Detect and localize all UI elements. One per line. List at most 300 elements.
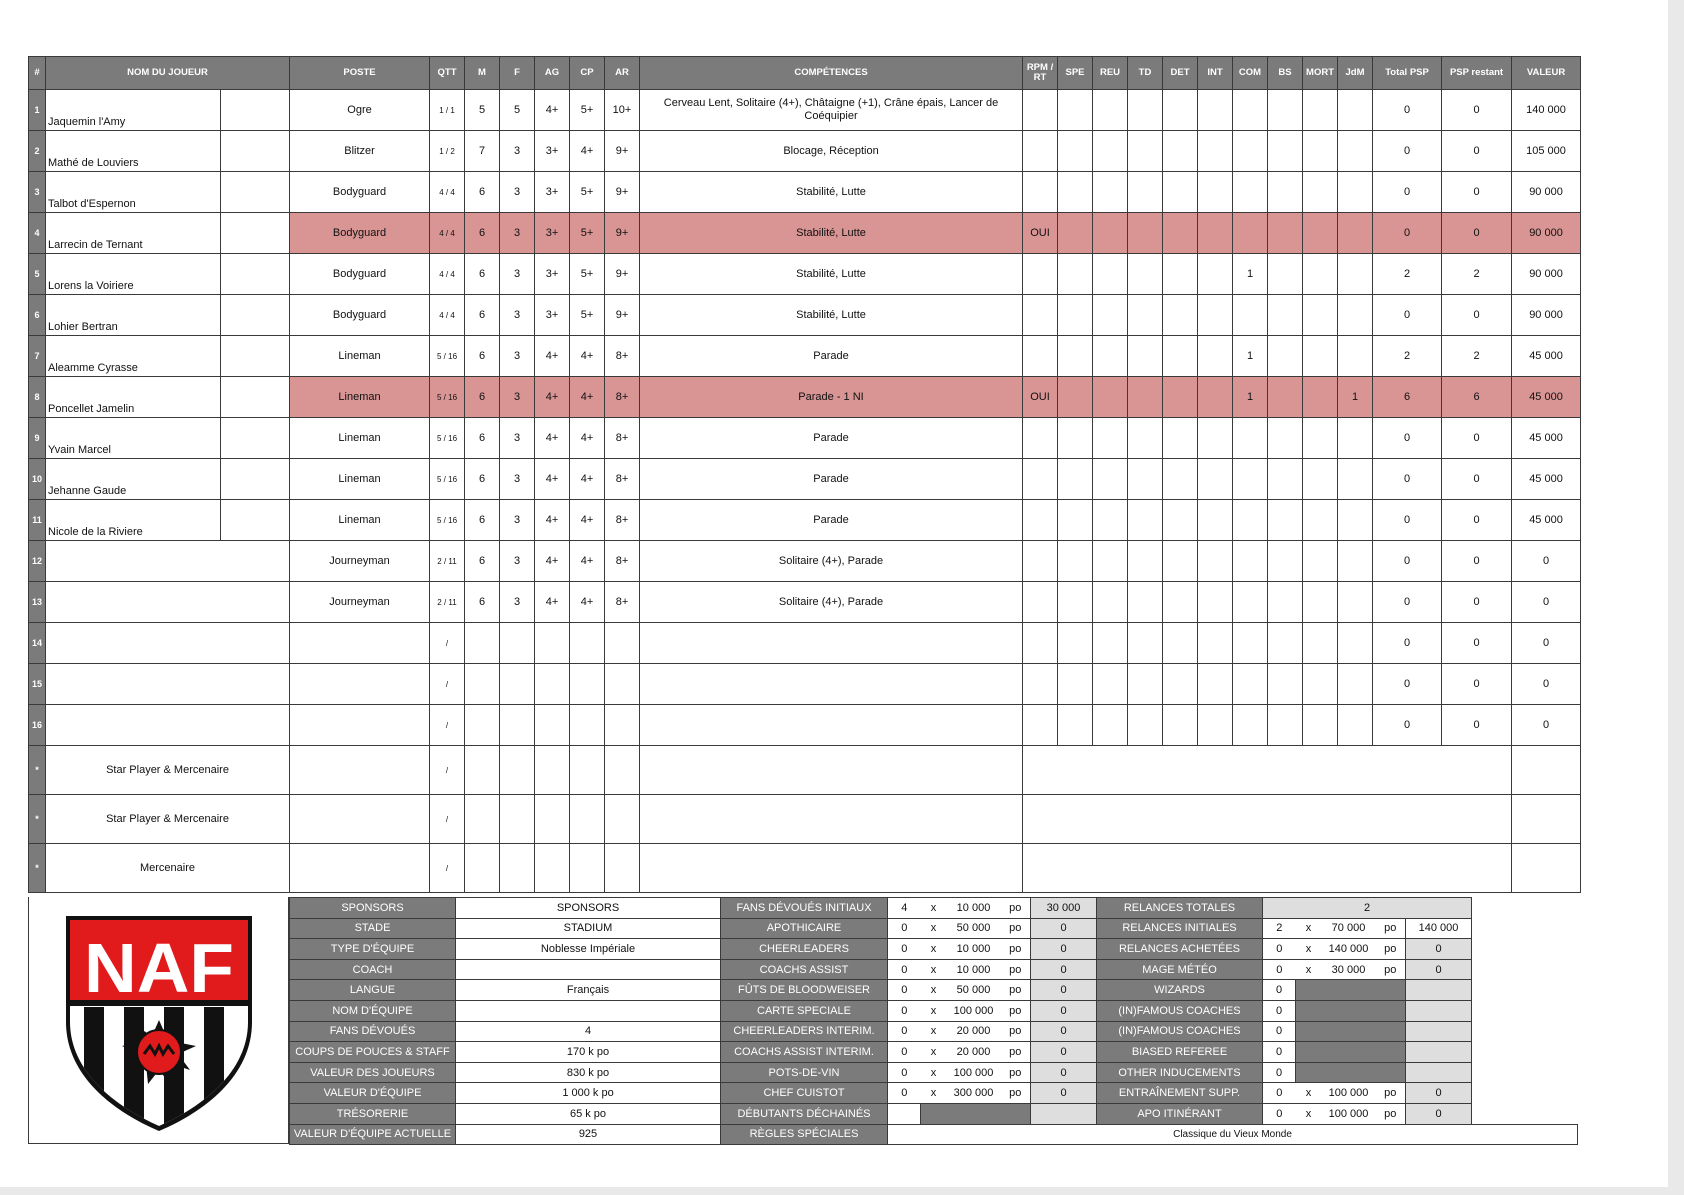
player-qtt: 4 / 4 [430,172,465,213]
star-marker: * [29,746,46,795]
extra-label: RELANCES ACHETÉES [1097,939,1263,960]
player-number: 15 [29,664,46,705]
player-spe [1058,90,1093,131]
player-poste: Blitzer [290,131,430,172]
player-int [1198,705,1233,746]
player-stat-f: 3 [500,336,535,377]
player-jdm [1338,254,1373,295]
team-info-label: TYPE D'ÉQUIPE [290,939,456,960]
team-info-label: COUPS DE POUCES & STAFF [290,1042,456,1063]
player-stat-ag: 4+ [535,90,570,131]
player-int [1198,213,1233,254]
star-stat [605,795,640,844]
player-com [1233,664,1268,705]
player-name: Poncellet Jamelin [46,377,221,418]
player-reu [1093,664,1128,705]
player-stat-ar: 9+ [605,172,640,213]
player-mort [1303,131,1338,172]
extra-label: MAGE MÉTÉO [1097,959,1263,980]
player-bs [1268,500,1303,541]
player-det [1163,213,1198,254]
player-total-psp: 0 [1373,664,1442,705]
player-spe [1058,582,1093,623]
star-marker: * [29,844,46,893]
player-qtt: / [430,623,465,664]
player-stat-cp: 4+ [570,418,605,459]
star-poste [290,844,430,893]
player-poste: Bodyguard [290,172,430,213]
player-td [1128,582,1163,623]
team-info-value: 170 k po [456,1042,721,1063]
player-total-psp: 0 [1373,459,1442,500]
player-stat-m [465,623,500,664]
player-int [1198,500,1233,541]
player-reu [1093,336,1128,377]
player-reu [1093,418,1128,459]
staff-qty: 0 [888,1062,921,1083]
player-spe [1058,459,1093,500]
player-det [1163,541,1198,582]
player-total-psp: 6 [1373,377,1442,418]
extra-total [1406,980,1472,1001]
player-bs [1268,459,1303,500]
player-mort [1303,254,1338,295]
player-qtt: 5 / 16 [430,336,465,377]
player-row [29,541,1581,582]
extra-price: 100 000 [1322,1103,1376,1124]
star-stat [465,844,500,893]
player-qtt: 5 / 16 [430,500,465,541]
player-rpm [1023,336,1058,377]
player-det [1163,500,1198,541]
player-skills: Stabilité, Lutte [640,213,1023,254]
extra-qty: 0 [1263,1000,1296,1021]
panel-row [290,1103,1578,1124]
extra-price: 100 000 [1322,1083,1376,1104]
player-stat-ag: 4+ [535,500,570,541]
header-psp-restant: PSP restant [1442,57,1512,90]
player-det [1163,254,1198,295]
player-stat-ar: 8+ [605,541,640,582]
player-stat-f [500,705,535,746]
roster-body [29,90,1581,893]
player-rpm [1023,541,1058,582]
player-valeur: 45 000 [1512,336,1581,377]
player-stat-ag [535,705,570,746]
player-stat-cp: 5+ [570,213,605,254]
player-qtt: 4 / 4 [430,254,465,295]
player-name-extra [221,213,290,254]
player-total-psp: 0 [1373,418,1442,459]
staff-qty: 0 [888,959,921,980]
player-stat-ar [605,623,640,664]
staff-label: DÉBUTANTS DÉCHAINÉS [721,1103,888,1124]
team-info-value: Noblesse Impériale [456,939,721,960]
player-spe [1058,500,1093,541]
player-row [29,377,1581,418]
star-stat [465,746,500,795]
extra-disabled [1296,1000,1406,1021]
player-name: Nicole de la Riviere [46,500,221,541]
player-qtt: / [430,705,465,746]
player-stat-m: 6 [465,582,500,623]
player-stat-ag: 4+ [535,336,570,377]
player-bs [1268,131,1303,172]
player-psp-restant: 0 [1442,213,1512,254]
player-stat-f: 3 [500,582,535,623]
player-jdm [1338,213,1373,254]
staff-label: CHEF CUISTOT [721,1083,888,1104]
player-reu [1093,459,1128,500]
star-stat [570,746,605,795]
player-number: 11 [29,500,46,541]
player-number: 3 [29,172,46,213]
player-reu [1093,172,1128,213]
staff-total: 0 [1031,1062,1097,1083]
player-td [1128,336,1163,377]
panel-row [290,1042,1578,1063]
player-skills: Parade - 1 NI [640,377,1023,418]
header-f: F [500,57,535,90]
player-int [1198,418,1233,459]
player-reu [1093,541,1128,582]
player-com [1233,623,1268,664]
staff-times: x [921,1021,947,1042]
player-stat-cp: 4+ [570,500,605,541]
extra-total: 0 [1406,1103,1472,1124]
player-skills [640,664,1023,705]
player-stat-f: 3 [500,131,535,172]
player-total-psp: 0 [1373,500,1442,541]
player-spe [1058,705,1093,746]
player-jdm [1338,705,1373,746]
star-valeur [1512,795,1581,844]
player-total-psp: 0 [1373,705,1442,746]
player-qtt: / [430,664,465,705]
staff-qty: 0 [888,1083,921,1104]
team-info-value: Français [456,980,721,1001]
player-qtt: 1 / 1 [430,90,465,131]
player-stat-m [465,664,500,705]
player-row [29,254,1581,295]
player-name: Lorens la Voiriere [46,254,221,295]
player-qtt: 5 / 16 [430,418,465,459]
player-int [1198,623,1233,664]
player-stat-ag: 4+ [535,459,570,500]
player-total-psp: 0 [1373,582,1442,623]
team-info-value [456,959,721,980]
player-mort [1303,541,1338,582]
player-bs [1268,377,1303,418]
player-name-extra [221,172,290,213]
player-td [1128,623,1163,664]
team-info-value: 65 k po [456,1103,721,1124]
player-reu [1093,295,1128,336]
extra-disabled [1296,1042,1406,1063]
star-stat [535,746,570,795]
star-stat [535,795,570,844]
staff-price: 300 000 [947,1083,1001,1104]
team-info-label: STADE [290,918,456,939]
player-mort [1303,664,1338,705]
player-name: Lohier Bertran [46,295,221,336]
special-rules-label: RÈGLES SPÉCIALES [721,1124,888,1145]
extra-times: x [1296,1083,1322,1104]
player-name-cell [46,582,290,623]
player-name-cell [46,664,290,705]
player-stat-ag: 4+ [535,418,570,459]
staff-total: 0 [1031,1042,1097,1063]
player-reu [1093,213,1128,254]
player-stat-ag: 3+ [535,295,570,336]
player-bs [1268,172,1303,213]
extra-label: RELANCES INITIALES [1097,918,1263,939]
player-mort [1303,705,1338,746]
player-mort [1303,377,1338,418]
rerolls-value: 2 [1263,898,1472,919]
player-stat-ar: 8+ [605,582,640,623]
staff-times: x [921,980,947,1001]
player-bs [1268,623,1303,664]
player-int [1198,377,1233,418]
player-total-psp: 0 [1373,90,1442,131]
extra-qty: 2 [1263,918,1296,939]
player-poste: Ogre [290,90,430,131]
staff-unit: po [1001,1062,1031,1083]
player-jdm [1338,336,1373,377]
player-stat-cp: 5+ [570,90,605,131]
player-poste: Bodyguard [290,254,430,295]
player-stat-m: 6 [465,172,500,213]
player-stat-m: 6 [465,377,500,418]
player-stat-cp: 4+ [570,336,605,377]
star-valeur [1512,746,1581,795]
player-number: 2 [29,131,46,172]
star-poste [290,795,430,844]
player-psp-restant: 0 [1442,664,1512,705]
header-int: INT [1198,57,1233,90]
extra-total: 140 000 [1406,918,1472,939]
player-stat-m: 5 [465,90,500,131]
staff-price: 100 000 [947,1000,1001,1021]
staff-total: 30 000 [1031,898,1097,919]
header-rpm: RPM / RT [1023,57,1058,90]
header-poste: POSTE [290,57,430,90]
staff-qty: 0 [888,980,921,1001]
player-row [29,664,1581,705]
player-psp-restant: 2 [1442,254,1512,295]
extra-disabled [1296,1021,1406,1042]
player-rpm [1023,705,1058,746]
player-stat-f: 3 [500,459,535,500]
player-stat-f: 3 [500,172,535,213]
extra-total: 0 [1406,939,1472,960]
player-number: 12 [29,541,46,582]
player-mort [1303,500,1338,541]
player-reu [1093,131,1128,172]
staff-label: POTS-DE-VIN [721,1062,888,1083]
header-qtt: QTT [430,57,465,90]
player-rpm [1023,664,1058,705]
player-skills [640,705,1023,746]
staff-unit: po [1001,1042,1031,1063]
extra-label: (IN)FAMOUS COACHES [1097,1021,1263,1042]
player-td [1128,705,1163,746]
player-stat-ag: 3+ [535,172,570,213]
star-stat [570,844,605,893]
extra-total [1406,1062,1472,1083]
player-rpm [1023,459,1058,500]
player-rpm: OUI [1023,213,1058,254]
player-jdm [1338,623,1373,664]
player-mort [1303,213,1338,254]
extra-disabled [1296,1062,1406,1083]
player-jdm [1338,90,1373,131]
player-valeur: 90 000 [1512,295,1581,336]
special-rules-value: Classique du Vieux Monde [888,1124,1578,1145]
header-mort: MORT [1303,57,1338,90]
player-poste: Journeyman [290,541,430,582]
player-spe [1058,131,1093,172]
staff-unit: po [1001,939,1031,960]
panel-row [290,1124,1578,1145]
player-td [1128,377,1163,418]
staff-times: x [921,918,947,939]
player-com [1233,582,1268,623]
player-skills: Stabilité, Lutte [640,254,1023,295]
extra-qty: 0 [1263,1083,1296,1104]
player-spe [1058,418,1093,459]
star-skills [640,844,1023,893]
player-jdm [1338,664,1373,705]
player-jdm [1338,541,1373,582]
player-psp-restant: 0 [1442,90,1512,131]
player-number: 9 [29,418,46,459]
player-stat-ag: 3+ [535,254,570,295]
staff-qty: 0 [888,1021,921,1042]
staff-times: x [921,1042,947,1063]
player-stat-ar: 9+ [605,295,640,336]
staff-label: CHEERLEADERS INTERIM. [721,1021,888,1042]
player-det [1163,131,1198,172]
player-stat-ag [535,664,570,705]
player-skills: Cerveau Lent, Solitaire (4+), Châtaigne (+1), Crâne épais, Lancer de Coéquipier [640,90,1023,131]
player-bs [1268,541,1303,582]
player-stat-ar: 9+ [605,131,640,172]
player-number: 6 [29,295,46,336]
player-stat-f [500,623,535,664]
roster-table [28,56,1581,893]
panel-row [290,939,1578,960]
extra-unit: po [1376,939,1406,960]
player-skills [640,623,1023,664]
player-valeur: 45 000 [1512,500,1581,541]
player-name-extra [221,90,290,131]
player-total-psp: 0 [1373,172,1442,213]
team-info-value: STADIUM [456,918,721,939]
team-info-label: FANS DÉVOUÉS [290,1021,456,1042]
player-row [29,131,1581,172]
player-row [29,172,1581,213]
header-reu: REU [1093,57,1128,90]
player-valeur: 45 000 [1512,377,1581,418]
player-reu [1093,90,1128,131]
player-poste: Lineman [290,459,430,500]
star-skills [640,795,1023,844]
header-num: # [29,57,46,90]
extra-price: 30 000 [1322,959,1376,980]
player-jdm [1338,500,1373,541]
player-qtt: 2 / 11 [430,582,465,623]
player-stat-f: 3 [500,254,535,295]
extra-label: BIASED REFEREE [1097,1042,1263,1063]
player-stat-f: 3 [500,541,535,582]
player-rpm [1023,623,1058,664]
player-com [1233,131,1268,172]
extra-unit: po [1376,1103,1406,1124]
star-stat [500,844,535,893]
player-stat-f: 3 [500,500,535,541]
staff-times: x [921,1000,947,1021]
star-stat [535,844,570,893]
player-name-extra [221,336,290,377]
player-rpm [1023,131,1058,172]
player-com [1233,90,1268,131]
extra-disabled [1296,980,1406,1001]
player-det [1163,623,1198,664]
player-name-extra [221,459,290,500]
player-com [1233,541,1268,582]
star-tracking [1023,844,1512,893]
team-info-label: VALEUR D'ÉQUIPE ACTUELLE [290,1124,456,1145]
extra-qty: 0 [1263,1021,1296,1042]
extra-label: OTHER INDUCEMENTS [1097,1062,1263,1083]
player-row [29,336,1581,377]
player-stat-ar [605,705,640,746]
player-stat-ar: 8+ [605,459,640,500]
player-int [1198,254,1233,295]
player-stat-f: 5 [500,90,535,131]
player-psp-restant: 0 [1442,541,1512,582]
player-valeur: 0 [1512,623,1581,664]
player-td [1128,459,1163,500]
player-number: 1 [29,90,46,131]
player-qtt: 4 / 4 [430,213,465,254]
player-int [1198,541,1233,582]
player-bs [1268,418,1303,459]
player-reu [1093,377,1128,418]
staff-unit: po [1001,980,1031,1001]
staff-total: 0 [1031,1021,1097,1042]
player-spe [1058,172,1093,213]
player-com [1233,213,1268,254]
team-info-label: NOM D'ÉQUIPE [290,1000,456,1021]
extra-label: APO ITINÉRANT [1097,1103,1263,1124]
roster-header-row [29,57,1581,90]
player-spe [1058,664,1093,705]
extra-total: 0 [1406,1083,1472,1104]
player-mort [1303,623,1338,664]
player-int [1198,336,1233,377]
player-mort [1303,459,1338,500]
team-info-label: VALEUR D'ÉQUIPE [290,1083,456,1104]
player-td [1128,418,1163,459]
player-det [1163,418,1198,459]
star-player-row [29,746,1581,795]
staff-times: x [921,1062,947,1083]
player-psp-restant: 0 [1442,582,1512,623]
player-com [1233,418,1268,459]
